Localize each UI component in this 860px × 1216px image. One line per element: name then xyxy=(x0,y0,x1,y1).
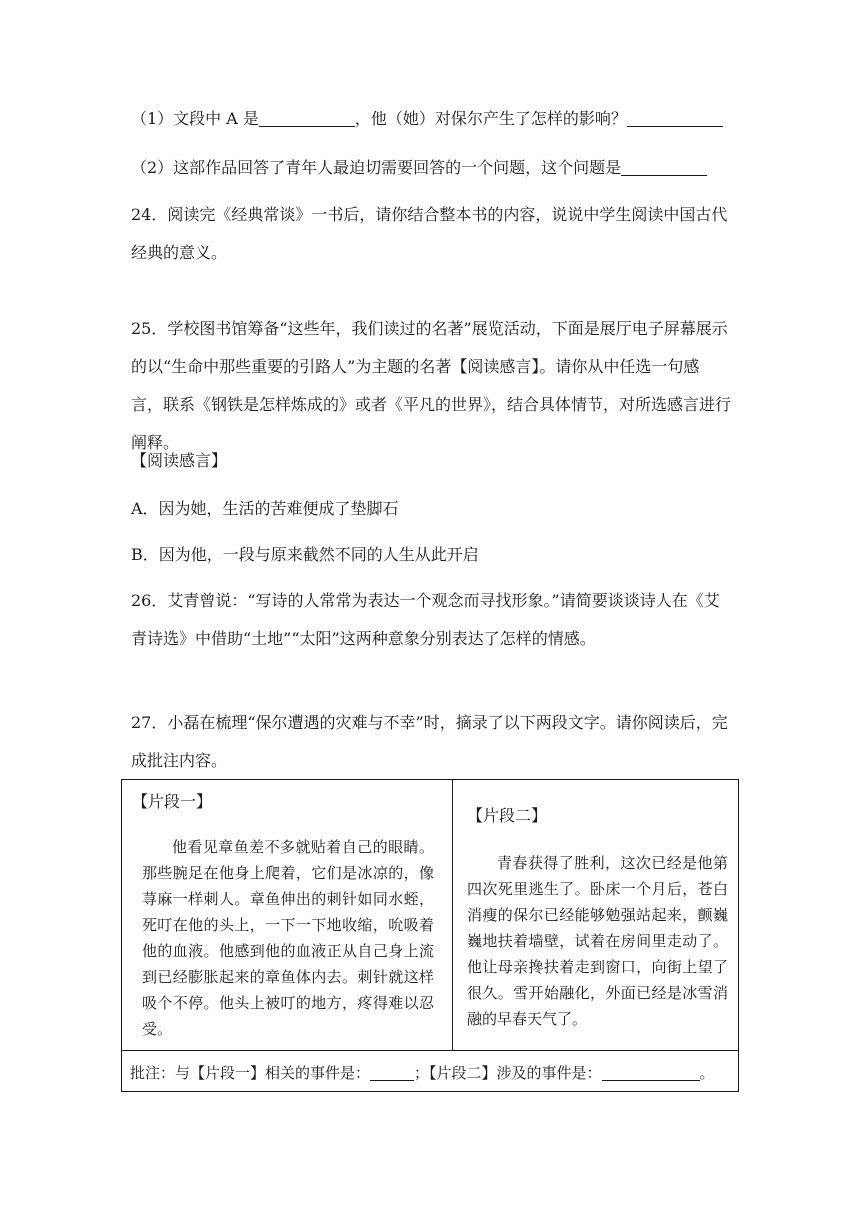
q23-sub1-answer-blank-2[interactable] xyxy=(627,110,723,127)
fragment-one-cell xyxy=(122,780,453,1051)
question-27: 27．小磊在梳理“保尔遭遇的灾难与不幸”时，摘录了以下两段文字。请你阅读后，完成批注内容。 xyxy=(131,713,728,770)
question-24: 24．阅读完《经典常谈》一书后，请你结合整本书的内容，说说中学生阅读中国古代经典的意义。 xyxy=(131,205,728,262)
q25-option-a: A．因为她，生活的苦难便成了垫脚石 xyxy=(131,499,399,518)
annotation-cell xyxy=(122,1051,739,1092)
fragments-table xyxy=(121,779,739,1092)
annotation-middle: ；【片段二】涉及的事件是： xyxy=(414,1064,602,1082)
q23-sub1-answer-blank-1[interactable] xyxy=(259,110,355,127)
fragment-two-title: 【片段二】 xyxy=(467,806,548,825)
q25-heading: 【阅读感言】 xyxy=(131,451,228,470)
q23-sub1-text: （1）文段中 A 是 xyxy=(131,109,259,128)
q23-sub2-text: （2）这部作品回答了青年人最迫切需要回答的一个问题，这个问题是 xyxy=(131,158,622,177)
annotation-row xyxy=(122,1051,738,1091)
q23-sub2 xyxy=(131,158,707,178)
fragment-one-text: 他看见章鱼差不多就贴着自己的眼睛。那些腕足在他身上爬着，它们是冰凉的，像荨麻一样刺人。章鱼伸出的刺针如同水蛭，死叮在他的头上，一下一下地收缩，吮吸着他的血液。他感到他的血液正从自己身上流到已经膨胀起来的章鱼体内去。刺针就这样吸个不停。他头上被叮的地方，疼得难以忍受。 xyxy=(142,838,434,1038)
question-25: 25．学校图书馆筹备“这些年，我们读过的名著”展览活动，下面是展厅电子屏幕展示的以“生命中那些重要的引路人”为主题的名著【阅读感言】。请你从中任选一句感言，联系《钢铁是怎样炼成的》或者《平凡的世界》，结合具体情节，对所选感言进行阐释。 xyxy=(131,319,732,452)
q23-sub1-mid: ，他（她）对保尔产生了怎样的影响？ xyxy=(354,109,627,128)
q25-option-b: B．因为他，一段与原来截然不同的人生从此开启 xyxy=(131,545,479,564)
annotation-prefix: 批注：与【片段一】相关的事件是： xyxy=(130,1064,371,1082)
annotation-end: 。 xyxy=(699,1064,715,1082)
fragment-one-event-blank[interactable] xyxy=(370,1064,414,1081)
fragment-two-text: 青春获得了胜利，这次已经是他第四次死里逃生了。卧床一个月后，苍白消瘦的保尔已经能够勉强站起来，颤巍巍地扶着墙壁，试着在房间里走动了。他让母亲搀扶着走到窗口，向街上望了很久。雪开始融化，外面已经是冰雪消融的早春天气了。 xyxy=(467,854,728,1028)
q23-sub2-answer-blank[interactable] xyxy=(621,159,707,176)
fragment-two-event-blank[interactable] xyxy=(602,1064,700,1081)
fragment-two-cell xyxy=(453,780,739,1051)
fragment-one-title: 【片段一】 xyxy=(132,792,213,811)
q23-sub1 xyxy=(131,109,723,129)
question-26: 26．艾青曾说：“写诗的人常常为表达一个观念而寻找形象。”请简要谈谈诗人在《艾青诗选》中借助“土地”“太阳”这两种意象分别表达了怎样的情感。 xyxy=(131,591,720,648)
